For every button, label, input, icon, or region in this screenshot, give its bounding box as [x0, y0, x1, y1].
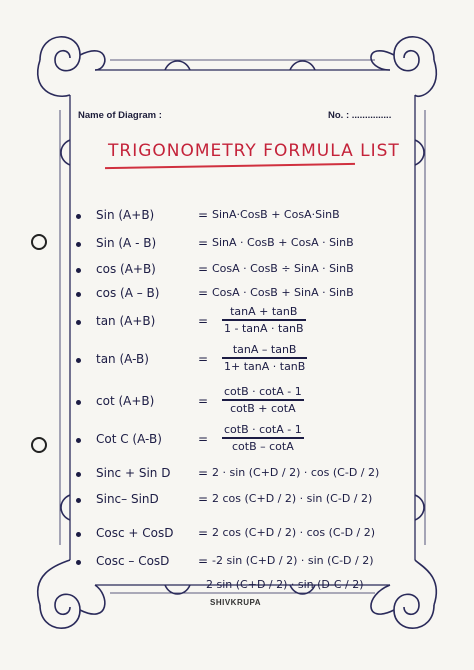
formula-lhs: Sin (A - B): [96, 236, 157, 250]
list-bullet: [76, 268, 81, 273]
formula-lhs: Sinc + Sin D: [96, 466, 171, 480]
formula-lhs: tan (A+B): [96, 314, 156, 328]
formula-rhs: SinA·CosB + CosA·SinB: [212, 208, 340, 221]
formula-row: [0, 343, 474, 380]
formula-row: [0, 526, 474, 554]
formula-equals: =: [198, 432, 209, 446]
fraction-denominator: cotB – cotA: [231, 439, 294, 453]
formula-equals: =: [198, 314, 209, 328]
fraction-denominator: cotB + cotA: [230, 401, 296, 415]
formula-equals: =: [198, 394, 209, 408]
list-bullet: [76, 438, 81, 443]
fraction-numerator: cotB · cotA - 1: [224, 385, 302, 398]
formula-rhs: SinA · CosB + CosA · SinB: [212, 236, 354, 249]
formula-lhs: tan (A-B): [96, 352, 149, 366]
page-title: TRIGONOMETRY FORMULA LIST: [108, 141, 400, 161]
formula-equals: =: [198, 526, 209, 540]
fraction-denominator: 1+ tanA · tanB: [224, 359, 306, 373]
formula-fraction: [222, 343, 307, 373]
formula-equals: =: [198, 262, 209, 276]
formula-equals: =: [198, 554, 209, 568]
fraction-bar: [222, 357, 307, 359]
formula-lhs: Sin (A+B): [96, 208, 155, 222]
formula-rhs: CosA · CosB + SinA · SinB: [212, 286, 354, 299]
fraction-numerator: tanA + tanB: [230, 305, 298, 318]
fraction-numerator: tanA – tanB: [232, 343, 297, 356]
formula-equals: =: [198, 286, 209, 300]
list-bullet: [76, 320, 81, 325]
formula-fraction: [222, 423, 304, 453]
formula-equals: =: [198, 236, 209, 250]
formula-lhs: cos (A+B): [96, 262, 156, 276]
formula-fraction: [222, 385, 304, 415]
formula-row: [0, 208, 474, 236]
fraction-numerator: cotB · cotA - 1: [224, 423, 302, 436]
formula-row: [0, 466, 474, 494]
formula-lhs: cos (A – B): [96, 286, 160, 300]
number-label: No. : ...............: [328, 110, 392, 121]
formula-equals: =: [198, 466, 209, 480]
fraction-denominator: 1 - tanA · tanB: [224, 321, 304, 335]
list-bullet: [76, 400, 81, 405]
formula-equals: =: [198, 352, 209, 366]
formula-equals: =: [198, 492, 209, 506]
formula-lhs: Cosc + CosD: [96, 526, 174, 540]
formula-lhs: Sinc– SinD: [96, 492, 159, 506]
formula-row: [0, 423, 474, 460]
formula-equals: =: [198, 208, 209, 222]
fraction-bar: [222, 399, 304, 401]
list-bullet: [76, 358, 81, 363]
formula-fraction: [222, 305, 306, 335]
list-bullet: [76, 242, 81, 247]
list-bullet: [76, 214, 81, 219]
brand-footer: SHIVKRUPA: [210, 598, 262, 607]
list-bullet: [76, 560, 81, 565]
formula-row: [0, 492, 474, 520]
formula-lhs: Cot C (A-B): [96, 432, 162, 446]
fraction-bar: [222, 319, 306, 321]
formula-row: [0, 305, 474, 342]
list-bullet: [76, 472, 81, 477]
name-of-diagram-label: Name of Diagram :: [78, 110, 162, 121]
formula-rhs: 2 cos (C+D / 2) · cos (C-D / 2): [212, 526, 376, 539]
formula-rhs: CosA · CosB ÷ SinA · SinB: [212, 262, 354, 275]
list-bullet: [76, 532, 81, 537]
formula-row: [0, 385, 474, 422]
formula-lhs: Cosc – CosD: [96, 554, 170, 568]
fraction-bar: [222, 437, 304, 439]
formula-row: [0, 236, 474, 264]
formula-rhs: 2 sin (C+D / 2) · sin (D-C / 2): [206, 578, 364, 591]
formula-lhs: cot (A+B): [96, 394, 155, 408]
formula-rhs: 2 cos (C+D / 2) · sin (C-D / 2): [212, 492, 373, 505]
list-bullet: [76, 292, 81, 297]
formula-rhs: -2 sin (C+D / 2) · sin (C-D / 2): [212, 554, 374, 567]
list-bullet: [76, 498, 81, 503]
formula-rhs: 2 · sin (C+D / 2) · cos (C-D / 2): [212, 466, 380, 479]
